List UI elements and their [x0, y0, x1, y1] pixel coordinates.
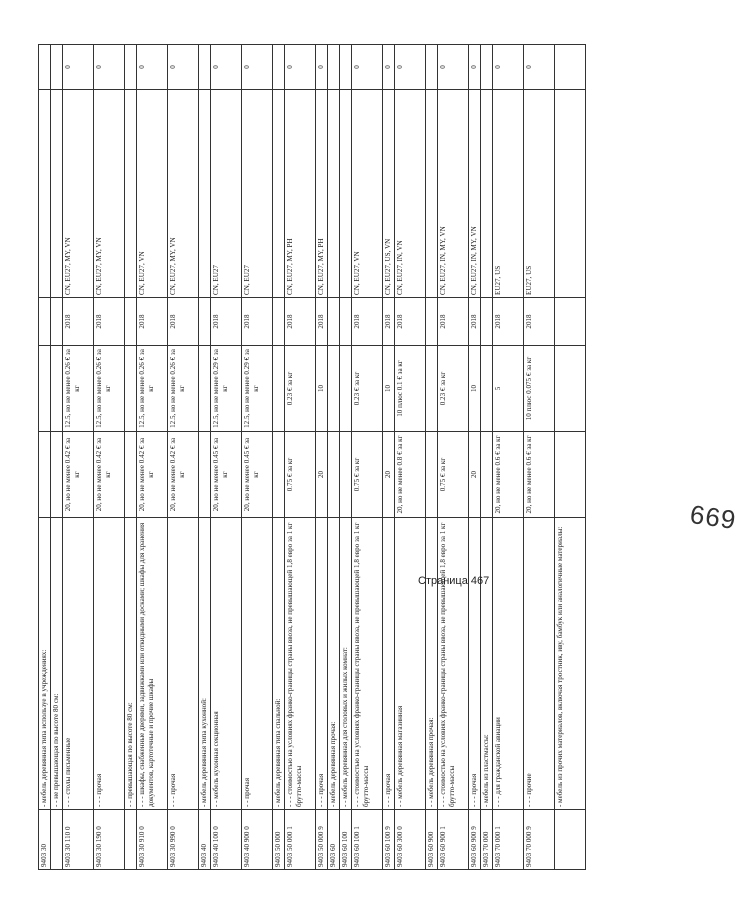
- table-row: [94, 45, 125, 870]
- description-cell: - мебель деревянная типа кухонной:: [199, 518, 211, 810]
- reduced-rate-cell: [555, 346, 586, 432]
- code-cell: 9403 60 900 9: [469, 810, 481, 870]
- rate-cell: [328, 432, 340, 518]
- year-cell: [125, 298, 137, 346]
- year-cell: [199, 298, 211, 346]
- countries-cell: [555, 90, 586, 298]
- reduced-rate-cell: [39, 346, 51, 432]
- code-cell: 9403 30 990 0: [168, 810, 199, 870]
- rate-cell: [426, 432, 438, 518]
- value-cell: 0: [211, 45, 242, 90]
- code-cell: 9403 60 100 9: [383, 810, 395, 870]
- value-cell: 0: [316, 45, 328, 90]
- description-cell: - - превышающая по высоте 80 см:: [125, 518, 137, 810]
- code-cell: 9403 60: [328, 810, 340, 870]
- reduced-rate-cell: 10: [383, 346, 395, 432]
- year-cell: 2018: [383, 298, 395, 346]
- countries-cell: CN, EU27: [211, 90, 242, 298]
- rate-cell: 20, но не менее 0.42 € за кг: [137, 432, 168, 518]
- countries-cell: EU27, US: [524, 90, 555, 298]
- value-cell: 0: [242, 45, 273, 90]
- rotated-page-content: [38, 45, 598, 870]
- code-cell: 9403 40 900 0: [242, 810, 273, 870]
- code-cell: 9403 70 000 9: [524, 810, 555, 870]
- countries-cell: CN, EU27, IN, VN: [395, 90, 426, 298]
- description-cell: - - - прочая: [316, 518, 328, 810]
- countries-cell: CN, EU27: [242, 90, 273, 298]
- value-cell: [125, 45, 137, 90]
- code-cell: 9403 70 000: [481, 810, 493, 870]
- description-cell: - мебель из прочих материалов, включая тростник, иву, бамбук или аналогичные материалы:: [555, 518, 586, 810]
- description-cell: - - - для гражданской авиации: [493, 518, 524, 810]
- value-cell: 0: [493, 45, 524, 90]
- description-cell: - - - прочая: [94, 518, 125, 810]
- handwritten-page-number: 669: [688, 498, 738, 536]
- table-row: [125, 45, 137, 870]
- rate-cell: [273, 432, 285, 518]
- reduced-rate-cell: [426, 346, 438, 432]
- tariff-table-body: [39, 45, 586, 870]
- description-cell: - - мебель деревянная магазинная: [395, 518, 426, 810]
- reduced-rate-cell: 12.5, но не менее 0.29 € за кг: [211, 346, 242, 432]
- rate-cell: 20, но не менее 0.42 € за кг: [94, 432, 125, 518]
- table-row: [63, 45, 94, 870]
- rate-cell: 20, но не менее 0.42 € за кг: [168, 432, 199, 518]
- countries-cell: [328, 90, 340, 298]
- code-cell: [555, 810, 586, 870]
- value-cell: 0: [285, 45, 316, 90]
- table-row: [469, 45, 481, 870]
- year-cell: 2018: [493, 298, 524, 346]
- description-cell: - мебель из пластмассы:: [481, 518, 493, 810]
- reduced-rate-cell: 10 плюс 0.075 € за кг: [524, 346, 555, 432]
- reduced-rate-cell: [125, 346, 137, 432]
- year-cell: [328, 298, 340, 346]
- table-row: [438, 45, 469, 870]
- rate-cell: 0.75 € за кг: [438, 432, 469, 518]
- countries-cell: [125, 90, 137, 298]
- countries-cell: CN, EU27, US, VN: [383, 90, 395, 298]
- countries-cell: CN, EU27, IN, MY, VN: [469, 90, 481, 298]
- rate-cell: [340, 432, 352, 518]
- reduced-rate-cell: 10: [469, 346, 481, 432]
- code-cell: 9403 30 910 0: [137, 810, 168, 870]
- year-cell: 2018: [438, 298, 469, 346]
- reduced-rate-cell: [51, 346, 63, 432]
- table-row: [242, 45, 273, 870]
- table-row: [316, 45, 328, 870]
- countries-cell: CN, EU27, VN: [352, 90, 383, 298]
- rate-cell: [199, 432, 211, 518]
- code-cell: 9403 60 900 1: [438, 810, 469, 870]
- countries-cell: CN, EU27, MY, VN: [63, 90, 94, 298]
- rate-cell: 20: [383, 432, 395, 518]
- table-row: [285, 45, 316, 870]
- rate-cell: [125, 432, 137, 518]
- year-cell: [39, 298, 51, 346]
- description-cell: - - - прочая: [383, 518, 395, 810]
- reduced-rate-cell: 12.5, но не менее 0.26 € за кг: [168, 346, 199, 432]
- code-cell: 9403 60 100 1: [352, 810, 383, 870]
- code-cell: 9403 30 110 0: [63, 810, 94, 870]
- page-number-label: Страница 467: [418, 575, 490, 587]
- tariff-table: [38, 44, 586, 870]
- value-cell: 0: [469, 45, 481, 90]
- year-cell: [273, 298, 285, 346]
- countries-cell: [51, 90, 63, 298]
- description-cell: - - - прочая: [469, 518, 481, 810]
- reduced-rate-cell: 0.23 € за кг: [352, 346, 383, 432]
- description-cell: - - - стоимостью на условиях франко-границы страны ввоза, не превышающей 1,8 евро за 1 кг брутто-массы: [438, 518, 469, 810]
- countries-cell: [199, 90, 211, 298]
- code-cell: 9403 60 100: [340, 810, 352, 870]
- description-cell: - мебель деревянная прочая:: [328, 518, 340, 810]
- value-cell: 0: [63, 45, 94, 90]
- year-cell: 2018: [395, 298, 426, 346]
- code-cell: 9403 40: [199, 810, 211, 870]
- value-cell: 0: [383, 45, 395, 90]
- value-cell: [51, 45, 63, 90]
- table-row: [211, 45, 242, 870]
- table-row: [352, 45, 383, 870]
- table-row: [168, 45, 199, 870]
- table-row: [524, 45, 555, 870]
- code-cell: 9403 60 300 0: [395, 810, 426, 870]
- value-cell: [39, 45, 51, 90]
- year-cell: [51, 298, 63, 346]
- table-row: [383, 45, 395, 870]
- description-cell: - - мебель деревянная для столовых и жилых комнат:: [340, 518, 352, 810]
- countries-cell: CN, EU27, MY, VN: [168, 90, 199, 298]
- code-cell: 9403 40 100 0: [211, 810, 242, 870]
- reduced-rate-cell: 5: [493, 346, 524, 432]
- value-cell: 0: [168, 45, 199, 90]
- year-cell: [340, 298, 352, 346]
- rate-cell: 0.75 € за кг: [285, 432, 316, 518]
- year-cell: 2018: [94, 298, 125, 346]
- description-cell: - - - прочие: [524, 518, 555, 810]
- rate-cell: 20, но не менее 0.6 € за кг: [524, 432, 555, 518]
- table-row: [39, 45, 51, 870]
- code-cell: 9403 50 000 9: [316, 810, 328, 870]
- rate-cell: 20, но не менее 0.45 € за кг: [211, 432, 242, 518]
- countries-cell: CN, EU27, IN, MY, VN: [438, 90, 469, 298]
- reduced-rate-cell: [328, 346, 340, 432]
- reduced-rate-cell: 10: [316, 346, 328, 432]
- description-cell: - - не превышающая по высоте 80 см:: [51, 518, 63, 810]
- countries-cell: CN, EU27, MY, PH: [285, 90, 316, 298]
- description-cell: - - - стоимостью на условиях франко-границы страны ввоза, не превышающей 1,8 евро за 1 кг брутто-массы: [285, 518, 316, 810]
- description-cell: - - мебель деревянная прочая:: [426, 518, 438, 810]
- year-cell: [426, 298, 438, 346]
- description-cell: - - прочая: [242, 518, 273, 810]
- value-cell: 0: [438, 45, 469, 90]
- table-row: [51, 45, 63, 870]
- code-cell: [51, 810, 63, 870]
- reduced-rate-cell: 0.23 € за кг: [438, 346, 469, 432]
- description-cell: - - мебель кухонная секционная: [211, 518, 242, 810]
- rate-cell: 20, но не менее 0.42 € за кг: [63, 432, 94, 518]
- year-cell: 2018: [242, 298, 273, 346]
- countries-cell: [340, 90, 352, 298]
- code-cell: 9403 50 000 1: [285, 810, 316, 870]
- rate-cell: 20, но не менее 0.45 € за кг: [242, 432, 273, 518]
- year-cell: 2018: [524, 298, 555, 346]
- table-row: [426, 45, 438, 870]
- reduced-rate-cell: [481, 346, 493, 432]
- countries-cell: CN, EU27, VN: [137, 90, 168, 298]
- table-row: [395, 45, 426, 870]
- rate-cell: 20, но не менее 0.8 € за кг: [395, 432, 426, 518]
- year-cell: [555, 298, 586, 346]
- reduced-rate-cell: 12.5, но не менее 0.26 € за кг: [63, 346, 94, 432]
- countries-cell: CN, EU27, MY, VN: [94, 90, 125, 298]
- table-row: [328, 45, 340, 870]
- rate-cell: 0.75 € за кг: [352, 432, 383, 518]
- year-cell: 2018: [316, 298, 328, 346]
- rate-cell: 20: [316, 432, 328, 518]
- description-cell: - - - прочая: [168, 518, 199, 810]
- value-cell: [481, 45, 493, 90]
- year-cell: 2018: [63, 298, 94, 346]
- table-row: [555, 45, 586, 870]
- rate-cell: [555, 432, 586, 518]
- value-cell: [340, 45, 352, 90]
- value-cell: [328, 45, 340, 90]
- countries-cell: [481, 90, 493, 298]
- code-cell: 9403 30: [39, 810, 51, 870]
- countries-cell: [273, 90, 285, 298]
- value-cell: 0: [395, 45, 426, 90]
- description-cell: - мебель деревянная типа спальной:: [273, 518, 285, 810]
- table-row: [273, 45, 285, 870]
- year-cell: 2018: [352, 298, 383, 346]
- year-cell: 2018: [211, 298, 242, 346]
- code-cell: 9403 70 000 1: [493, 810, 524, 870]
- reduced-rate-cell: 12.5, но не менее 0.26 € за кг: [137, 346, 168, 432]
- rate-cell: [481, 432, 493, 518]
- table-row: [137, 45, 168, 870]
- table-row: [493, 45, 524, 870]
- table-row: [481, 45, 493, 870]
- year-cell: 2018: [168, 298, 199, 346]
- code-cell: 9403 30 190 0: [94, 810, 125, 870]
- code-cell: 9403 50 000: [273, 810, 285, 870]
- value-cell: 0: [137, 45, 168, 90]
- countries-cell: [426, 90, 438, 298]
- table-row: [340, 45, 352, 870]
- value-cell: [555, 45, 586, 90]
- rate-cell: [39, 432, 51, 518]
- reduced-rate-cell: [273, 346, 285, 432]
- rate-cell: 20: [469, 432, 481, 518]
- description-cell: - - - шкафы, снабженные дверями, задвижками или откидными досками; шкафы для хранения документов, картотечные и прочие шкафы: [137, 518, 168, 810]
- table-row: [199, 45, 211, 870]
- year-cell: 2018: [137, 298, 168, 346]
- countries-cell: [39, 90, 51, 298]
- description-cell: - мебель деревянная типа используе в учреждениях:: [39, 518, 51, 810]
- rate-cell: 20, но не менее 0.6 € за кг: [493, 432, 524, 518]
- value-cell: [199, 45, 211, 90]
- value-cell: 0: [524, 45, 555, 90]
- reduced-rate-cell: 12.5, но не менее 0.26 € за кг: [94, 346, 125, 432]
- reduced-rate-cell: 0.23 € за кг: [285, 346, 316, 432]
- code-cell: [125, 810, 137, 870]
- reduced-rate-cell: 12.5, но не менее 0.29 € за кг: [242, 346, 273, 432]
- value-cell: 0: [94, 45, 125, 90]
- description-cell: - - - столы письменные: [63, 518, 94, 810]
- value-cell: 0: [352, 45, 383, 90]
- reduced-rate-cell: [340, 346, 352, 432]
- rate-cell: [51, 432, 63, 518]
- reduced-rate-cell: [199, 346, 211, 432]
- value-cell: [426, 45, 438, 90]
- description-cell: - - - стоимостью на условиях франко-границы страны ввоза, не превышающей 1,8 евро за 1 кг брутто-массы: [352, 518, 383, 810]
- countries-cell: CN, EU27, MY, PH: [316, 90, 328, 298]
- reduced-rate-cell: 10 плюс 0.1 € за кг: [395, 346, 426, 432]
- countries-cell: EU27, US: [493, 90, 524, 298]
- year-cell: [481, 298, 493, 346]
- year-cell: 2018: [285, 298, 316, 346]
- code-cell: 9403 60 900: [426, 810, 438, 870]
- year-cell: 2018: [469, 298, 481, 346]
- value-cell: [273, 45, 285, 90]
